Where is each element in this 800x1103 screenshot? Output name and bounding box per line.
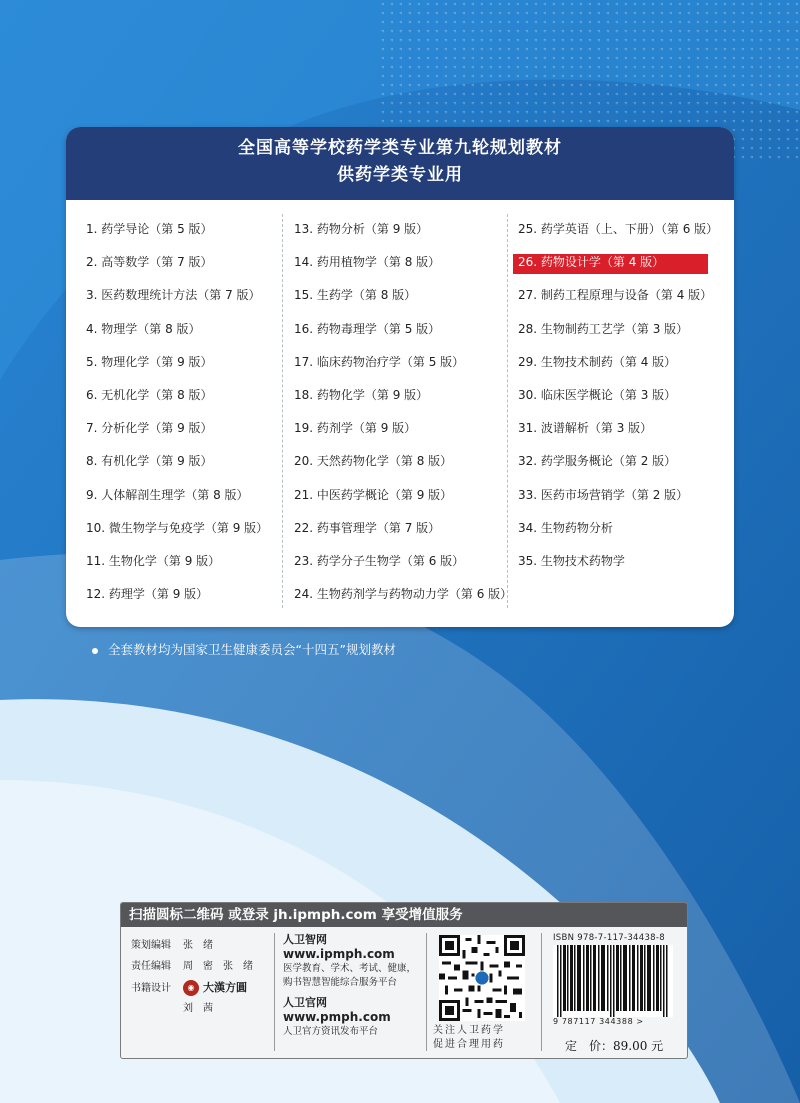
- book-item: 33. 医药市场营销学（第 2 版）: [518, 487, 689, 502]
- book-list-panel: [66, 127, 734, 627]
- credit-row: [131, 998, 253, 1019]
- book-item: 16. 药物毒理学（第 5 版）: [294, 321, 441, 336]
- site-brand: 人卫官网: [283, 996, 327, 1009]
- credit-role: 书籍设计: [131, 983, 171, 994]
- book-item: 14. 药用植物学（第 8 版）: [294, 255, 441, 270]
- qr-caption-line: 关注人卫药学: [433, 1025, 505, 1036]
- book-item: 24. 生物药剂学与药物动力学（第 6 版）: [294, 587, 513, 602]
- book-item: 10. 微生物学与免疫学（第 9 版）: [86, 520, 269, 535]
- book-item: 22. 药事管理学（第 7 版）: [294, 520, 441, 535]
- book-column-1: [86, 213, 268, 611]
- book-item: 2. 高等数学（第 7 版）: [86, 255, 213, 270]
- planning-note: [92, 640, 396, 658]
- isbn-number: ISBN 978-7-117-34438-8: [553, 933, 665, 943]
- book-item-current: 26. 药物设计学（第 4 版）: [518, 255, 665, 270]
- book-item: 31. 波谱解析（第 3 版）: [518, 421, 653, 436]
- site-description: 购书智慧智能综合服务平台: [283, 977, 398, 988]
- book-item: 27. 制药工程原理与设备（第 4 版）: [518, 288, 713, 303]
- book-item: 8. 有机化学（第 9 版）: [86, 454, 213, 469]
- book-item: 28. 生物制药工艺学（第 3 版）: [518, 321, 689, 336]
- site-url: www.pmph.com: [283, 1010, 391, 1024]
- column-divider: [282, 214, 283, 608]
- book-item: 17. 临床药物治疗学（第 5 版）: [294, 354, 465, 369]
- credit-name: 刘 茜: [183, 1003, 213, 1014]
- book-item: 7. 分析化学（第 9 版）: [86, 421, 213, 436]
- series-header: [66, 127, 734, 200]
- book-column-3: [518, 213, 718, 578]
- credit-row: [131, 956, 253, 977]
- book-item: 20. 天然药物化学（第 8 版）: [294, 454, 453, 469]
- design-studio-name: 大漢方圓: [203, 981, 247, 994]
- book-item: 4. 物理学（第 8 版）: [86, 321, 201, 336]
- book-item: 6. 无机化学（第 8 版）: [86, 387, 213, 402]
- book-item: 29. 生物技术制药（第 4 版）: [518, 354, 677, 369]
- book-list: [66, 200, 734, 627]
- info-divider: [541, 933, 542, 1051]
- book-item: 18. 药物化学（第 9 版）: [294, 387, 429, 402]
- book-item: 34. 生物药物分析: [518, 520, 613, 535]
- qr-code: [439, 935, 525, 1021]
- info-divider: [274, 933, 275, 1051]
- credit-name: 周 密 张 绪: [183, 961, 253, 972]
- barcode-digits: 9 787117 344388 >: [553, 1017, 644, 1026]
- book-item: 1. 药学导论（第 5 版）: [86, 222, 213, 236]
- planning-note-text: 全套教材均为国家卫生健康委员会“十四五”规划教材: [108, 642, 396, 657]
- book-item: 11. 生物化学（第 9 版）: [86, 553, 221, 568]
- series-subtitle: 供药学类专业用: [337, 165, 463, 185]
- book-item: 35. 生物技术药物学: [518, 553, 625, 568]
- book-item: 12. 药理学（第 9 版）: [86, 587, 209, 602]
- book-item: 9. 人体解剖生理学（第 8 版）: [86, 487, 249, 502]
- price-label: 定 价：89.00 元: [565, 1039, 664, 1053]
- book-item: 25. 药学英语（上、下册）（第 6 版）: [518, 222, 719, 236]
- book-item: 3. 医药数理统计方法（第 7 版）: [86, 288, 261, 303]
- book-item: 15. 生药学（第 8 版）: [294, 288, 417, 303]
- publisher-websites: [283, 933, 416, 1039]
- editor-credits: [131, 935, 253, 1019]
- book-item: 13. 药物分析（第 9 版）: [294, 222, 429, 236]
- book-column-2: [294, 213, 512, 611]
- design-studio-logo-icon: ◉: [183, 980, 199, 996]
- site-description: 人卫官方资讯发布平台: [283, 1026, 379, 1037]
- site-brand: 人卫智网: [283, 933, 327, 946]
- credit-row: [131, 935, 253, 956]
- bullet-icon: [92, 648, 98, 654]
- site-url: www.ipmph.com: [283, 947, 395, 961]
- credit-role: 责任编辑: [131, 961, 171, 972]
- publisher-info-box: [120, 902, 688, 1059]
- book-item: 21. 中医药学概论（第 9 版）: [294, 487, 453, 502]
- credit-role: 策划编辑: [131, 940, 171, 951]
- book-item: 23. 药学分子生物学（第 6 版）: [294, 553, 465, 568]
- book-item: 30. 临床医学概论（第 3 版）: [518, 387, 677, 402]
- info-divider: [426, 933, 427, 1051]
- barcode-image: [553, 945, 673, 1017]
- credit-name: 张 绪: [183, 940, 213, 951]
- qr-caption: [433, 1024, 505, 1052]
- barcode-block: [553, 933, 677, 1026]
- scan-service-bar: 扫描圆标二维码 或登录 jh.ipmph.com 享受增值服务: [121, 903, 687, 927]
- qr-caption-line: 促进合理用药: [433, 1039, 505, 1050]
- book-item: 5. 物理化学（第 9 版）: [86, 354, 213, 369]
- book-item: 32. 药学服务概论（第 2 版）: [518, 454, 677, 469]
- book-item: 19. 药剂学（第 9 版）: [294, 421, 417, 436]
- site-description: 医学教育、学术、考试、健康，: [283, 963, 417, 974]
- series-title: 全国高等学校药学类专业第九轮规划教材: [238, 138, 562, 158]
- credit-row: [131, 977, 253, 998]
